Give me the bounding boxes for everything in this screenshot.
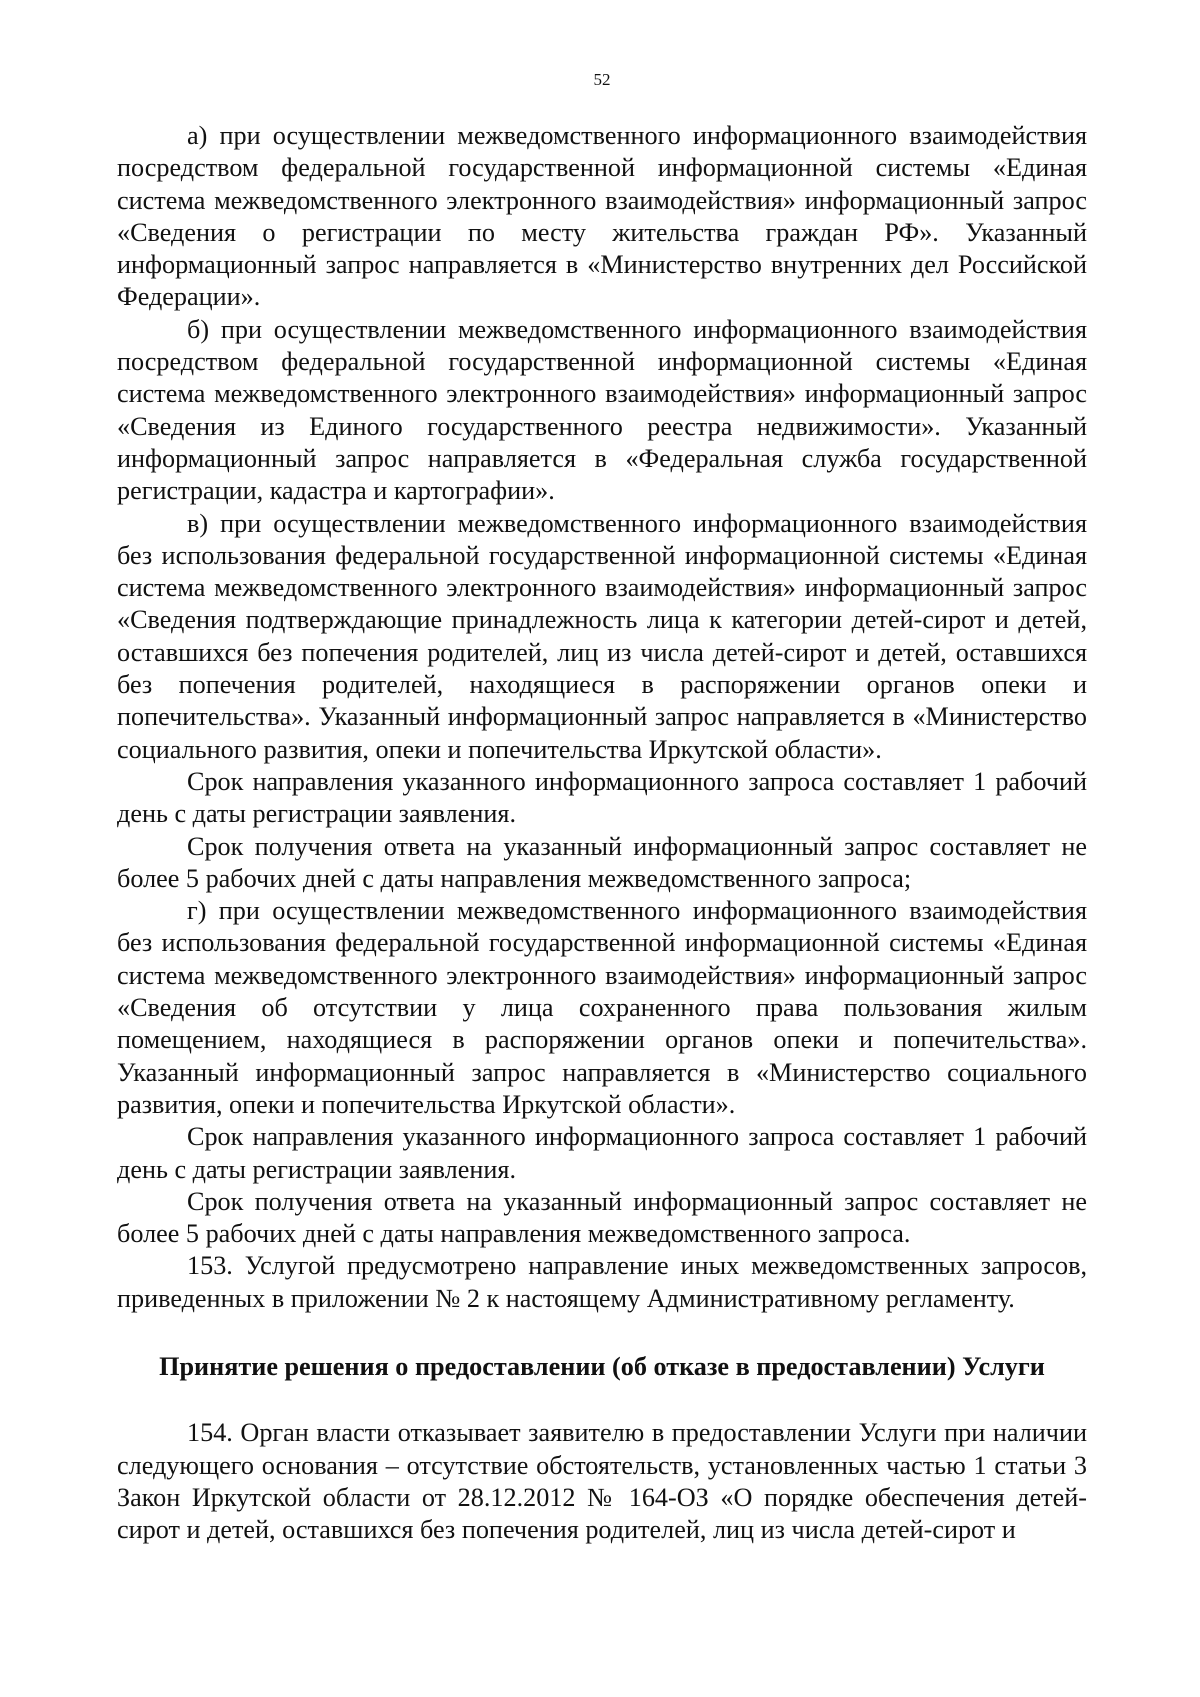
paragraph-g: г) при осуществлении межведомственного информационного взаимодействия без использования федеральной государственной информационной системы «Единая система межведомственного электронного взаимодействия» информационный запрос «Сведения об отсутствии у лица сохраненного права пользования жилым помещением, находящиеся в распоряжении органов опеки и попечительства». Указанный информационный запрос направляется в «Министерство социального развития, опеки и попечительства Иркутской области». xyxy=(117,896,1087,1119)
paragraph-a: а) при осуществлении межведомственного информационного взаимодействия посредством федеральной государственной информационной системы «Единая система межведомственного электронного взаимодействия» информационный запрос «Сведения о регистрации по месту жительства граждан РФ». Указанный информационный запрос направляется в «Министерство внутренних дел Российской Федерации». xyxy=(117,121,1087,312)
paragraph-deadline-1: Срок направления указанного информационного запроса составляет 1 рабочий день с даты регистрации заявления. xyxy=(117,766,1087,829)
paragraph-v: в) при осуществлении межведомственного информационного взаимодействия без использования федеральной государственной информационной системы «Единая система межведомственного электронного взаимодействия» информационный запрос «Сведения подтверждающие принадлежность лица к категории детей-сирот и детей, оставшихся без попечения родителей, лиц из числа детей-сирот и детей, оставшихся без попечения родителей, находящиеся в распоряжении органов опеки и попечительства». Указанный информационный запрос направляется в «Министерство социального развития, опеки и попечительства Иркутской области». xyxy=(117,508,1087,764)
heading-spacer xyxy=(117,1383,1087,1417)
paragraph-response-2: Срок получения ответа на указанный информационный запрос составляет не более 5 рабочих дней с даты направления межведомственного запроса. xyxy=(117,1186,1087,1249)
document-body xyxy=(117,120,1087,1546)
paragraph-b: б) при осуществлении межведомственного информационного взаимодействия посредством федеральной государственной информационной системы «Единая система межведомственного электронного взаимодействия» информационный запрос «Сведения из Единого государственного реестра недвижимости». Указанный информационный запрос направляется в «Федеральная служба государственной регистрации, кадастра и картографии». xyxy=(117,314,1087,506)
paragraph-153: 153. Услугой предусмотрено направление иных межведомственных запросов, приведенных в приложении № 2 к настоящему Административному регламенту. xyxy=(117,1251,1087,1313)
paragraph-response-1: Срок получения ответа на указанный информационный запрос составляет не более 5 рабочих дней с даты направления межведомственного запроса; xyxy=(117,831,1087,893)
page-number: 52 xyxy=(593,70,611,89)
document-page xyxy=(117,0,1087,1697)
section-heading: Принятие решения о предоставлении (об отказе в предоставлении) Услуги xyxy=(159,1351,1045,1381)
paragraph-deadline-2: Срок направления указанного информационного запроса составляет 1 рабочий день с даты регистрации заявления. xyxy=(117,1122,1087,1184)
paragraph-154: 154. Орган власти отказывает заявителю в предоставлении Услуги при наличии следующего основания – отсутствие обстоятельств, установленных частью 1 статьи 3 Закон Иркутской области от 28.12.2012 № 164-ОЗ «О порядке обеспечения детей-сирот и детей, оставшихся без попечения родителей, лиц из числа детей-сирот и xyxy=(117,1418,1087,1545)
